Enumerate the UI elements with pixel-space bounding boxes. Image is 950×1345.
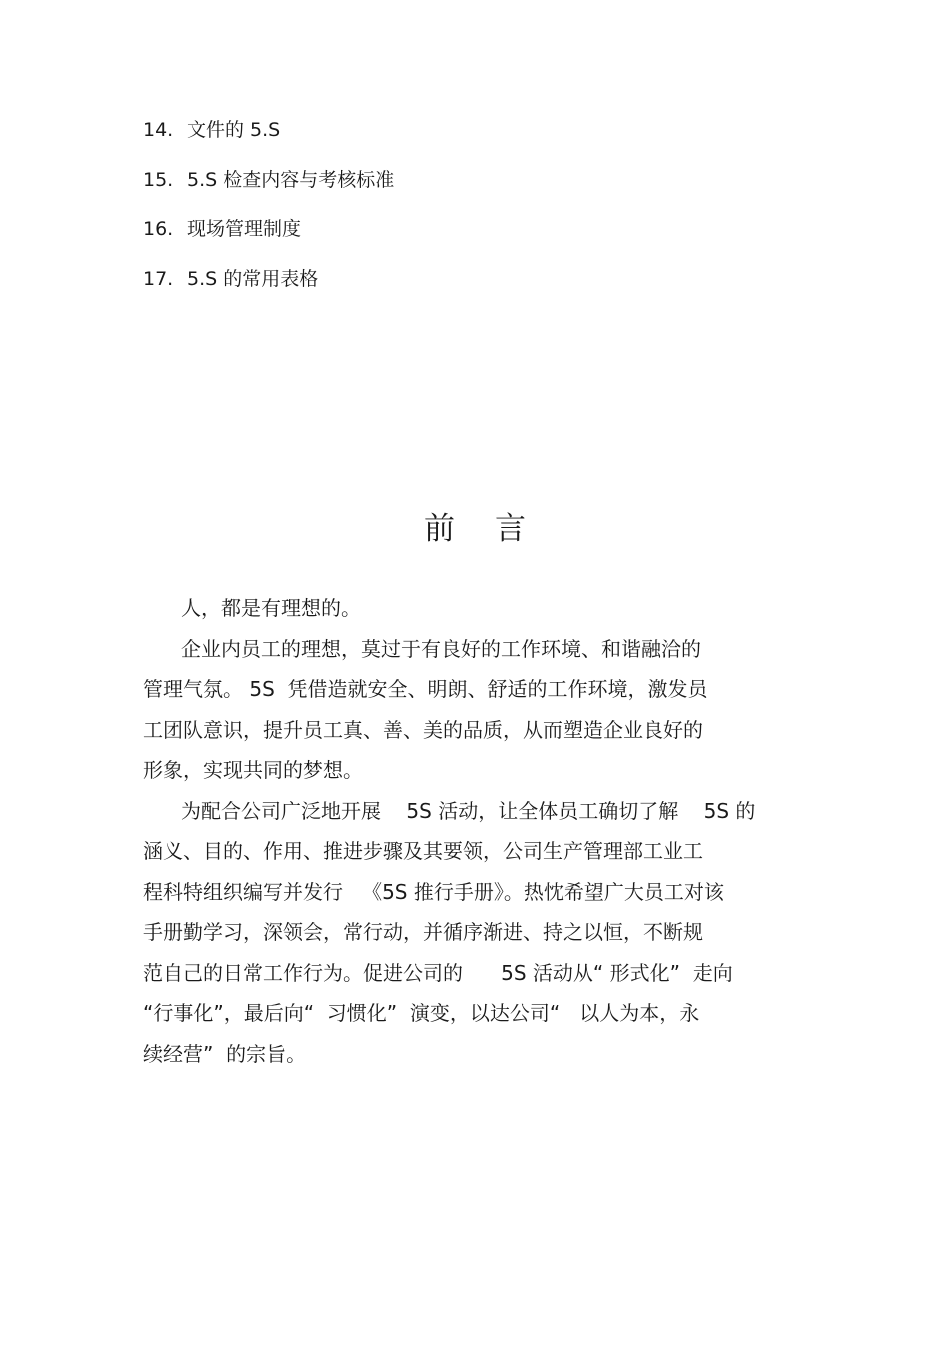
toc-item-16 (143, 217, 783, 242)
toc-item-label: 5.S 检查内容与考核标准 (187, 168, 395, 191)
paragraph-line: 人，都是有理想的。 (181, 596, 361, 620)
toc-item-number: 15. (143, 168, 174, 191)
paragraph-line: 管理气氛。 5S 凭借造就安全、明朗、舒适的工作环境，激发员 (143, 677, 708, 701)
toc-item-label: 现场管理制度 (187, 218, 302, 240)
preface-title: 前言 (424, 511, 566, 547)
toc-item-label: 5.S 的常用表格 (187, 267, 319, 290)
paragraph-line: 形象，实现共同的梦想。 (143, 758, 363, 782)
paragraph-line: 为配合公司广泛地开展 5S 活动，让全体员工确切了解 5S 的 (181, 798, 756, 823)
paragraph-line: 续经营” 的宗旨。 (143, 1041, 307, 1066)
toc-item-number: 17. (143, 267, 174, 290)
toc-item-15 (143, 168, 783, 193)
toc-item-14 (143, 118, 783, 143)
paragraph-line: 涵义、目的、作用、推进步骤及其要领，公司生产管理部工业工 (143, 839, 703, 863)
toc-item-17 (143, 267, 783, 292)
paragraph-line: 工团队意识，提升员工真、善、美的品质，从而塑造企业良好的 (143, 717, 703, 742)
table-of-contents (143, 118, 783, 316)
paragraph-line: 范自己的日常工作行为。促进公司的 5S 活动从“ 形式化” 走向 (143, 960, 733, 985)
toc-item-number: 16. (143, 218, 174, 240)
toc-item-number: 14. (143, 119, 174, 141)
paragraph-line: “行事化”，最后向“ 习惯化” 演变，以达公司“ 以人为本，永 (143, 1001, 700, 1025)
paragraph-line: 程科特组织编写并发行 《5S 推行手册》。热忱希望广大员工对该 (143, 879, 724, 904)
paragraph-line: 手册勤学习，深领会，常行动，并循序渐进、持之以恒，不断规 (143, 920, 703, 944)
paragraph-line: 企业内员工的理想，莫过于有良好的工作环境、和谐融洽的 (181, 636, 701, 661)
preface-body (143, 588, 808, 1074)
toc-item-label: 文件的 5.S (187, 119, 281, 141)
